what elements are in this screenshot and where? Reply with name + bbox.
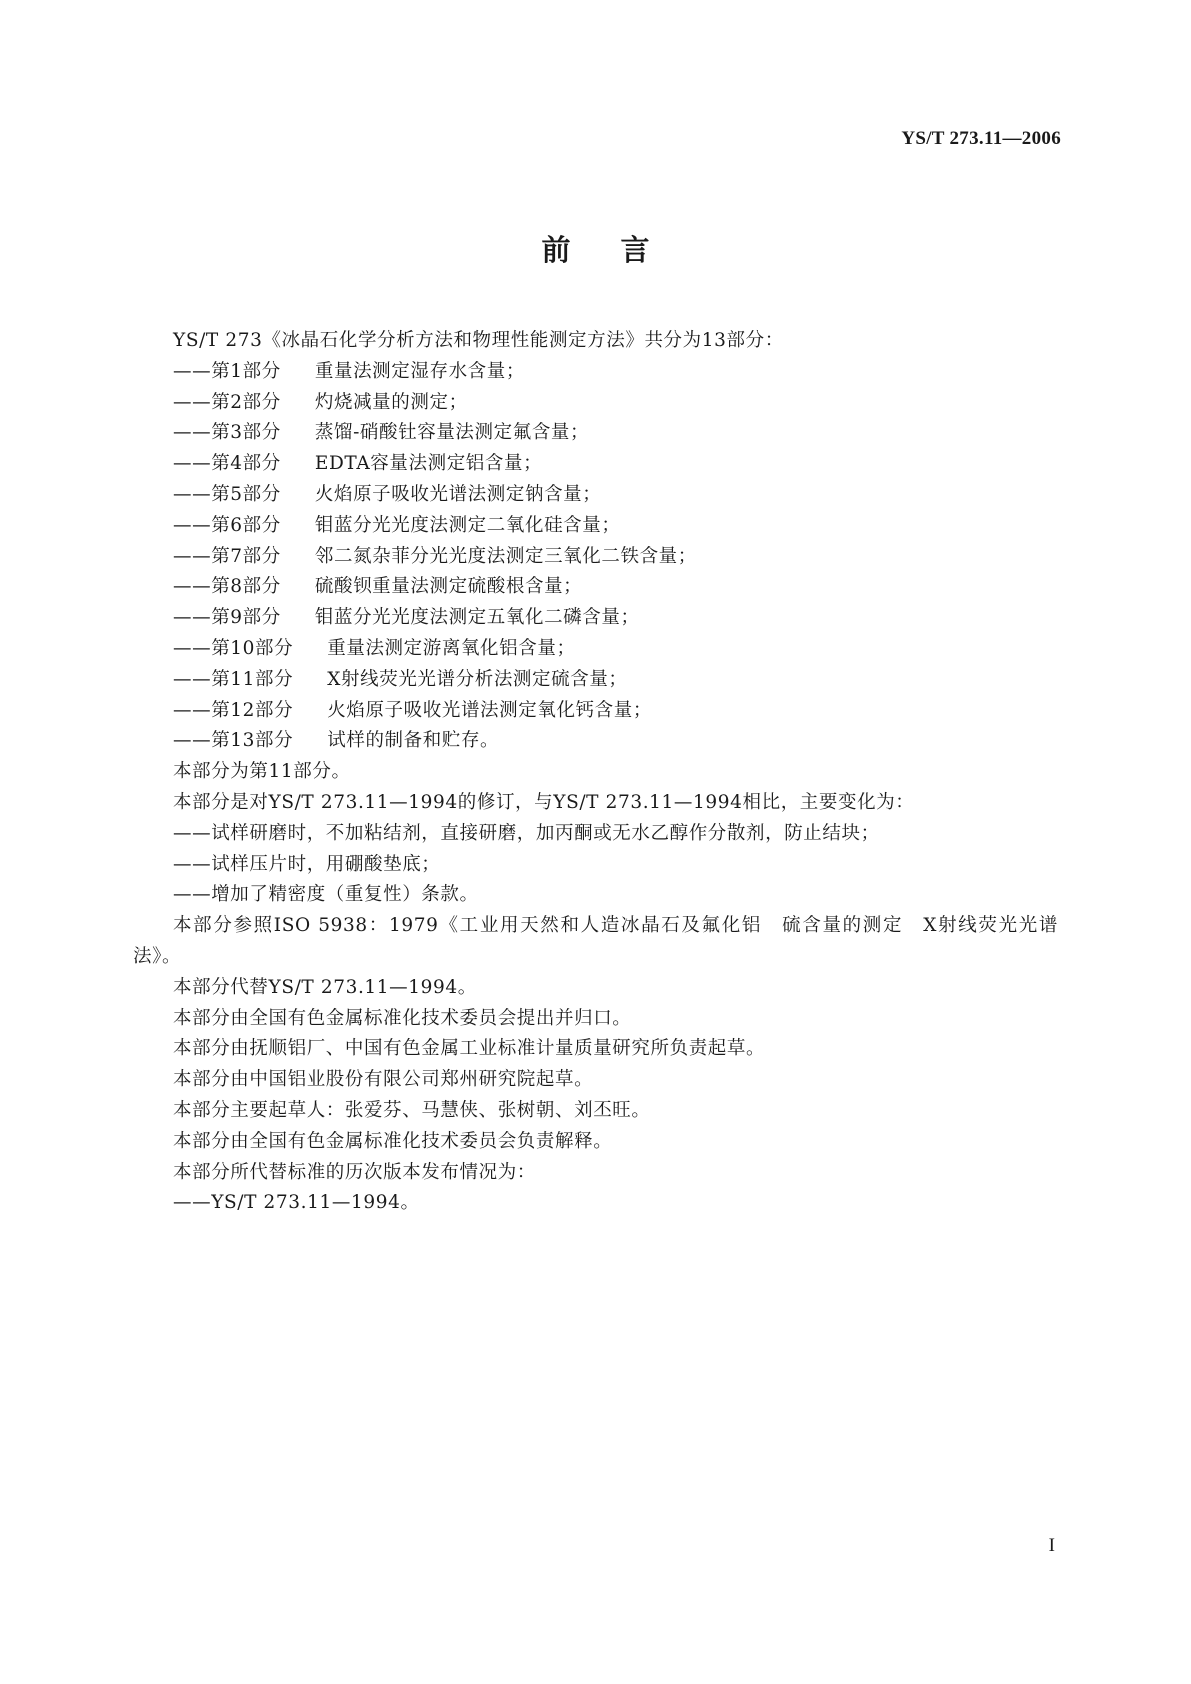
statement-paragraph: 本部分由抚顺铝厂、中国有色金属工业标准计量质量研究所负责起草。 — [173, 1038, 766, 1060]
parts-list — [133, 357, 1058, 757]
part-number: ——第7部分 — [173, 545, 281, 567]
intro-paragraph: YS/T 273《冰晶石化学分析方法和物理性能测定方法》共分为13部分： — [173, 330, 784, 351]
reference-paragraph: 本部分参照ISO 5938：1979《工业用天然和人造冰晶石及氟化铝 硫含量的测定 X射线荧光光谱法》。 — [133, 915, 1058, 967]
list-item: ——试样研磨时，不加粘结剂，直接研磨，加丙酮或无水乙醇作分散剂，防止结块； — [173, 822, 880, 844]
this-part-paragraph: 本部分为第11部分。 — [173, 761, 351, 783]
part-number: ——第1部分 — [173, 360, 281, 382]
part-title: 重量法测定湿存水含量； — [314, 360, 525, 382]
part-number: ——第12部分 — [173, 699, 294, 721]
part-title: 火焰原子吸收光谱法测定钠含量； — [314, 483, 602, 505]
part-title: EDTA容量法测定铝含量； — [314, 453, 543, 475]
part-number: ——第3部分 — [173, 422, 281, 444]
statement-paragraph: 本部分代替YS/T 273.11—1994。 — [173, 976, 477, 998]
part-title: 火焰原子吸收光谱法测定氧化钙含量； — [327, 699, 652, 721]
list-item — [133, 357, 1058, 388]
statements-list — [133, 973, 1058, 1189]
list-item — [133, 388, 1058, 419]
list-item — [133, 449, 1058, 480]
statement-paragraph: 本部分所代替标准的历次版本发布情况为： — [173, 1161, 536, 1183]
part-number: ——第13部分 — [173, 730, 294, 752]
part-title: 钼蓝分光光度法测定五氧化二磷含量； — [314, 607, 640, 629]
part-number: ——第9部分 — [173, 607, 281, 629]
part-title: 试样的制备和贮存。 — [327, 730, 500, 752]
list-item: ——增加了精密度（重复性）条款。 — [173, 884, 479, 906]
list-item — [133, 603, 1058, 634]
list-item — [133, 696, 1058, 727]
list-item — [133, 634, 1058, 665]
part-title: X射线荧光光谱分析法测定硫含量； — [327, 668, 628, 690]
part-number: ——第2部分 — [173, 391, 281, 413]
part-number: ——第11部分 — [173, 668, 294, 690]
statement-paragraph: 本部分由全国有色金属标准化技术委员会负责解释。 — [173, 1130, 613, 1152]
list-item — [133, 665, 1058, 696]
list-item — [133, 511, 1058, 542]
part-number: ——第8部分 — [173, 576, 281, 598]
part-title: 重量法测定游离氧化铝含量； — [327, 637, 576, 659]
part-title: 邻二氮杂菲分光光度法测定三氧化二铁含量； — [314, 545, 697, 567]
part-number: ——第5部分 — [173, 483, 281, 505]
changes-list — [133, 819, 1058, 911]
list-item — [133, 542, 1058, 573]
document-body — [133, 326, 1058, 1219]
list-item — [133, 726, 1058, 757]
statement-paragraph: 本部分由中国铝业股份有限公司郑州研究院起草。 — [173, 1069, 594, 1091]
part-number: ——第10部分 — [173, 637, 294, 659]
page-title: 前言 — [541, 233, 700, 267]
part-title: 灼烧减量的测定； — [314, 391, 468, 413]
part-title: 蒸馏-硝酸钍容量法测定氟含量； — [314, 422, 590, 444]
previous-version-item: ——YS/T 273.11—1994。 — [173, 1192, 420, 1214]
statement-paragraph: 本部分由全国有色金属标准化技术委员会提出并归口。 — [173, 1007, 632, 1029]
statement-paragraph: 本部分主要起草人：张爱芬、马慧侠、张树朝、刘丕旺。 — [173, 1099, 651, 1121]
part-number: ——第4部分 — [173, 453, 281, 475]
list-item: ——试样压片时，用硼酸垫底； — [173, 853, 441, 875]
revision-paragraph: 本部分是对YS/T 273.11—1994的修订，与YS/T 273.11—1994相比，主要变化为： — [173, 791, 915, 813]
part-title: 硫酸钡重量法测定硫酸根含量； — [314, 576, 583, 598]
list-item — [133, 480, 1058, 511]
list-item — [133, 572, 1058, 603]
part-number: ——第6部分 — [173, 514, 281, 536]
part-title: 钼蓝分光光度法测定二氧化硅含量； — [314, 514, 621, 536]
page-number: I — [1048, 1535, 1055, 1556]
standard-code: YS/T 273.11—2006 — [901, 128, 1061, 149]
list-item — [133, 418, 1058, 449]
